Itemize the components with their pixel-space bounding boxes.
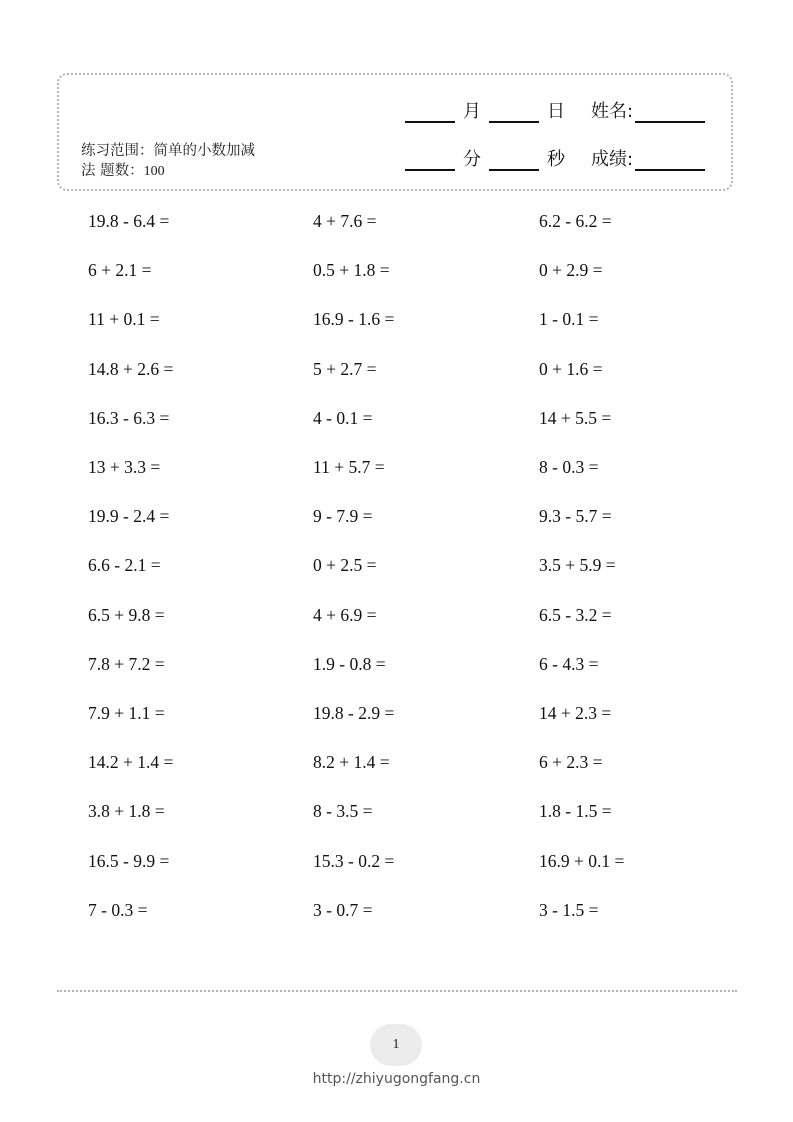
problem-r8-c3: 3.5 + 5.9 = <box>539 555 616 575</box>
problem-r7-c2: 9 - 7.9 = <box>313 506 373 526</box>
problem-r9-c3: 6.5 - 3.2 = <box>539 605 612 625</box>
problem-r12-c3: 6 + 2.3 = <box>539 752 603 772</box>
practice-range-line2 <box>81 161 291 182</box>
problem-r9-c2: 4 + 6.9 = <box>313 605 377 625</box>
problem-r11-c1: 7.9 + 1.1 = <box>88 703 165 723</box>
practice-range <box>81 141 291 182</box>
problem-r8-c2: 0 + 2.5 = <box>313 555 377 575</box>
worksheet-header <box>57 73 733 191</box>
problem-r8-c1: 6.6 - 2.1 = <box>88 555 161 575</box>
problem-r6-c1: 13 + 3.3 = <box>88 457 161 477</box>
problem-r10-c1: 7.8 + 7.2 = <box>88 654 165 674</box>
problem-r12-c2: 8.2 + 1.4 = <box>313 752 390 772</box>
problem-r11-c3: 14 + 2.3 = <box>539 703 612 723</box>
problem-r10-c2: 1.9 - 0.8 = <box>313 654 386 674</box>
second-blank[interactable] <box>489 168 539 171</box>
problem-r14-c3: 16.9 + 0.1 = <box>539 851 625 871</box>
problem-r10-c3: 6 - 4.3 = <box>539 654 599 674</box>
problem-r1-c2: 4 + 7.6 = <box>313 211 377 231</box>
problem-r6-c2: 11 + 5.7 = <box>313 457 385 477</box>
score-field <box>591 149 705 171</box>
score-label: 成绩: <box>591 149 634 170</box>
name-blank[interactable] <box>635 120 705 123</box>
month-blank[interactable] <box>405 120 455 123</box>
problem-r15-c3: 3 - 1.5 = <box>539 900 599 920</box>
name-field <box>591 101 705 123</box>
problem-r3-c3: 1 - 0.1 = <box>539 309 599 329</box>
problem-r7-c3: 9.3 - 5.7 = <box>539 506 612 526</box>
problem-r11-c2: 19.8 - 2.9 = <box>313 703 395 723</box>
second-label: 秒 <box>547 149 565 170</box>
problem-r14-c1: 16.5 - 9.9 = <box>88 851 170 871</box>
page-number: 1 <box>370 1024 422 1066</box>
day-blank[interactable] <box>489 120 539 123</box>
site-url: http://zhiyugongfang.cn <box>312 1071 481 1087</box>
question-count-label: 法 题数： <box>81 163 144 179</box>
practice-range-line1: 练习范围：简单的小数加减 <box>81 143 255 159</box>
problem-r3-c2: 16.9 - 1.6 = <box>313 309 395 329</box>
problem-r4-c3: 0 + 1.6 = <box>539 359 603 379</box>
problem-r6-c3: 8 - 0.3 = <box>539 457 599 477</box>
problem-r14-c2: 15.3 - 0.2 = <box>313 851 395 871</box>
problem-r4-c1: 14.8 + 2.6 = <box>88 359 174 379</box>
problem-r9-c1: 6.5 + 9.8 = <box>88 605 165 625</box>
footer-divider <box>57 990 737 992</box>
minute-blank[interactable] <box>405 168 455 171</box>
minute-label: 分 <box>463 149 481 170</box>
day-label: 日 <box>547 101 565 122</box>
problem-r2-c3: 0 + 2.9 = <box>539 260 603 280</box>
problem-r5-c3: 14 + 5.5 = <box>539 408 612 428</box>
problem-r13-c2: 8 - 3.5 = <box>313 801 373 821</box>
problem-r13-c3: 1.8 - 1.5 = <box>539 801 612 821</box>
problem-r1-c1: 19.8 - 6.4 = <box>88 211 170 231</box>
problem-r5-c2: 4 - 0.1 = <box>313 408 373 428</box>
problem-r2-c1: 6 + 2.1 = <box>88 260 152 280</box>
month-label: 月 <box>463 101 481 122</box>
question-count: 100 <box>143 164 165 179</box>
score-blank[interactable] <box>635 168 705 171</box>
problem-r13-c1: 3.8 + 1.8 = <box>88 801 165 821</box>
name-label: 姓名: <box>591 101 634 122</box>
problem-r15-c2: 3 - 0.7 = <box>313 900 373 920</box>
problem-r2-c2: 0.5 + 1.8 = <box>313 260 390 280</box>
problem-r4-c2: 5 + 2.7 = <box>313 359 377 379</box>
problem-r1-c3: 6.2 - 6.2 = <box>539 211 612 231</box>
date-field <box>405 101 573 123</box>
problem-r5-c1: 16.3 - 6.3 = <box>88 408 170 428</box>
problem-r15-c1: 7 - 0.3 = <box>88 900 148 920</box>
problem-r3-c1: 11 + 0.1 = <box>88 309 160 329</box>
time-field <box>405 149 573 171</box>
problem-r12-c1: 14.2 + 1.4 = <box>88 752 174 772</box>
problem-r7-c1: 19.9 - 2.4 = <box>88 506 170 526</box>
